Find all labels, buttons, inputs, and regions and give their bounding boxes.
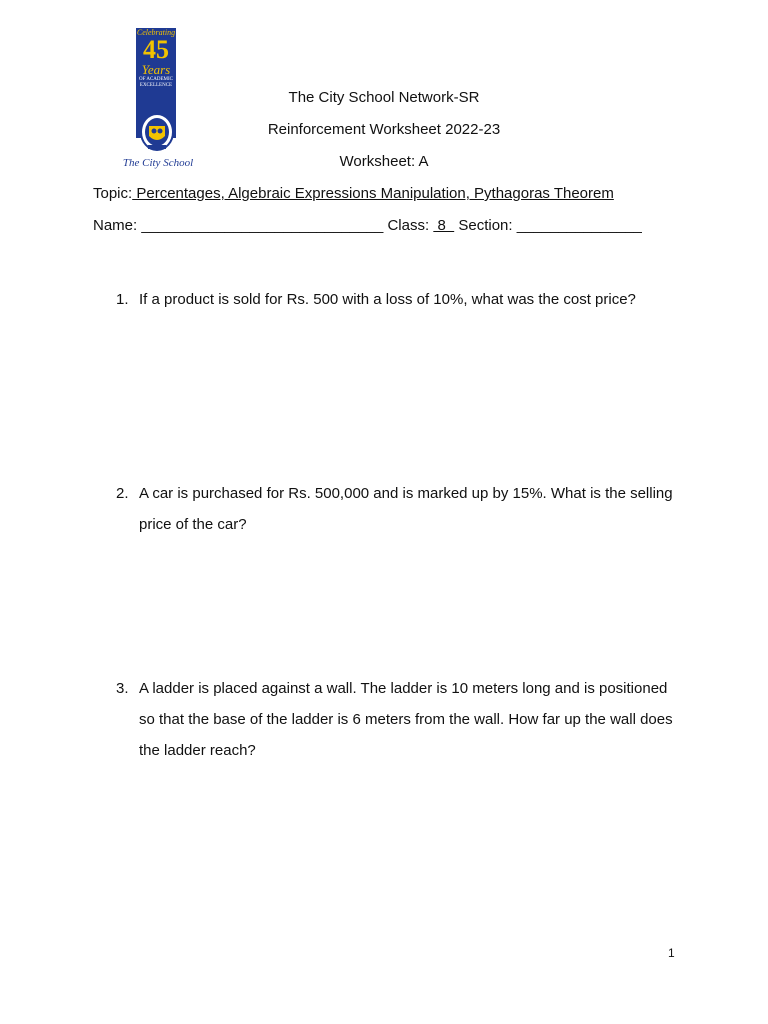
question-text: If a product is sold for Rs. 500 with a loss of 10%, what was the cost price? xyxy=(139,291,636,308)
section-label: Section: xyxy=(458,217,513,234)
question-text: A car is purchased for Rs. 500,000 and is marked up by 15%. What is the selling price of the car? xyxy=(139,485,673,533)
page-number: 1 xyxy=(668,946,675,960)
logo-excellence: OF ACADEMIC EXCELLENCE xyxy=(138,77,174,88)
logo-anniversary-text xyxy=(134,26,178,89)
section-blank[interactable]: _______________ xyxy=(516,217,642,234)
question-text: A ladder is placed against a wall. The ladder is 10 meters long and is positioned so that the base of the ladder is 6 meters from the wall. How far up the wall does the ladder reach? xyxy=(139,680,673,759)
name-blank[interactable]: _____________________________ xyxy=(141,217,384,234)
network-title: The City School Network-SR xyxy=(288,89,480,106)
topic-line xyxy=(93,185,614,202)
question-2 xyxy=(116,478,676,540)
class-label: Class: xyxy=(387,217,430,234)
question-number: 2. xyxy=(116,485,129,502)
class-value: 8 xyxy=(433,217,455,234)
worksheet-label: Worksheet: A xyxy=(339,153,429,170)
logo-anniversary-number: 45 xyxy=(143,35,169,64)
question-3 xyxy=(116,673,676,766)
question-1 xyxy=(116,284,676,315)
topic-label: Topic: xyxy=(93,185,133,202)
question-number: 3. xyxy=(116,680,129,697)
worksheet-title: Reinforcement Worksheet 2022-23 xyxy=(267,121,501,138)
logo-celebrating: Celebrating xyxy=(136,28,176,37)
student-info-line xyxy=(93,217,642,234)
logo-school-name: The City School xyxy=(122,157,194,169)
name-label: Name: xyxy=(93,217,138,234)
logo-years: Years xyxy=(141,62,171,77)
topic-value: Percentages, Algebraic Expressions Manipulation, Pythagoras Theorem xyxy=(132,185,614,202)
question-number: 1. xyxy=(116,291,129,308)
